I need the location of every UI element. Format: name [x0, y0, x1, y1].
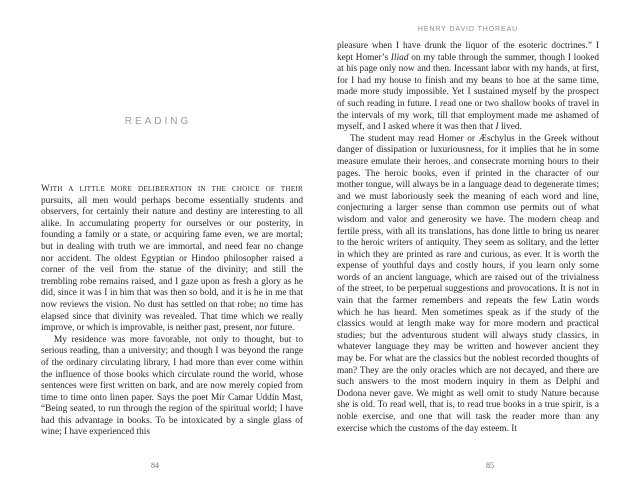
i-italic: I [495, 122, 499, 133]
paragraph: The student may read Homer or Æschylus in the Greek without danger of dissipation or luxuriousness, for it implies that he in some measure emulate their heroes, and consecrate morning hours to their pages. The heroic books, even if printed in the character of our mother tongue, will always be in a language dead to degenerate times; and we must laboriously seek the meaning of each word and line, conjecturing a larger sense than common use permits out of what wisdom and valor and generosity we have. The modern cheap and fertile press, with all its translations, has done little to bring us nearer to the heroic writers of antiquity. They seem as solitary, and the letter in which they are printed as rare and curious, as ever. It is worth the expense of youthful days and costly hours, if you learn only some words of an ancient language, which are raised out of the trivialness of the street, to be perpetual suggestions and provocations. It is not in vain that the farmer remembers and repeats the few Latin words which he has heard. Men sometimes speak as if the study of the classics would at length make way for more modern and practical studies; but the adventurous student will always study classics, in whatever language they may be written and however ancient they may be. For what are the classics but the noblest recorded thoughts of man? They are the only oracles which are not decayed, and there are such answers to the most modern inquiry in them as Delphi and Dodona never gave. We might as well omit to study Nature because she is old. To read well, that is, to read true books in a true spirit, is a noble exercise, and one that will task the reader more than any exercise which the customs of the day esteem. It [337, 133, 599, 434]
paragraph-segment: on my table through the summer, though I looked at his page only now and then. Incessant labor with my hands, at first, for I had my house to finish and my beans to hoe at the same time, made more study impossible. Yet I sustained myself by the prospect of such reading in future. I read one or two shallow books of travel in the intervals of my work, till that employment made me ashamed of myself, and I asked where it was then that [337, 52, 599, 133]
paragraph-segment: lived. [498, 122, 522, 133]
opening-smallcaps-phrase: With a little more deliberation in the choice of their [41, 184, 303, 194]
iliad-italic: Iliad [390, 52, 409, 63]
right-page [320, 0, 640, 487]
page-number-left: 84 [151, 461, 159, 470]
left-page-text [41, 184, 303, 439]
opening-paragraph-rest: pursuits, all men would perhaps become essentially students and observers, for certainly their nature and destiny are interesting to all alike. In accumulating property for ourselves or our posterity, in founding a family or a state, or acquiring fame even, we are mortal; but in dealing with truth we are immortal, and need fear no change nor accident. The oldest Egyptian or Hindoo philosopher raised a corner of the veil from the statue of the divinity; and still the trembling robe remains raised, and I gaze upon as fresh a glory as he did, since it was I in him that was then so bold, and it is he in me that now reviews the vision. No dust has settled on that robe; no time has elapsed since that divinity was revealed. That time which we really improve, or which is improvable, is neither past, present, nor future. [41, 195, 303, 334]
chapter-title: READING [124, 116, 192, 127]
right-page-text [337, 41, 599, 435]
paragraph-opening [41, 184, 303, 335]
paragraph: My residence was more favorable, not only to thought, but to serious reading, than a university; and though I was beyond the range of the ordinary circulating library, I had more than ever come within the influence of those books which circulate round the world, whose sentences were first written on bark, and are now merely copied from time to time onto linen paper. Says the poet Mír Camar Uddín Mast, “Being seated, to run through the region of the spiritual world; I have had this advantage in books. To be intoxicated by a single glass of wine; I have experienced this [41, 334, 303, 438]
page-number-right: 85 [486, 461, 494, 470]
running-header: HENRY DAVID THOREAU [417, 26, 519, 33]
paragraph-continuation [337, 41, 599, 134]
paragraph-segment: pleasure when I have drunk the liquor of the esoteric doctrines.” I kept Homer’s [337, 41, 599, 63]
